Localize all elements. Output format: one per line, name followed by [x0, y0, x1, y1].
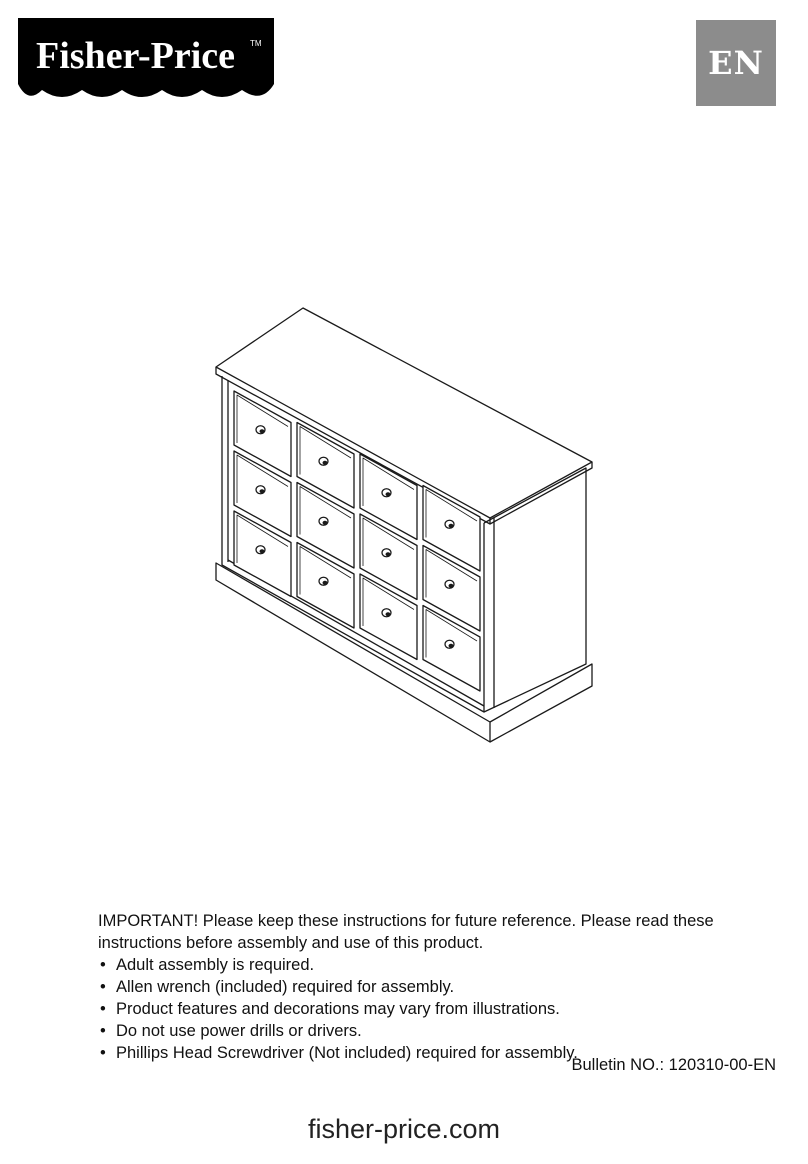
svg-text:Fisher-Price: Fisher-Price: [36, 35, 236, 77]
notice-bullet: • Product features and decorations may vary from illustrations.: [98, 998, 738, 1020]
drawer-knob-shade: [323, 461, 328, 465]
notice-bullet: • Allen wrench (included) required for assembly.: [98, 976, 738, 998]
notice-bullet: • Phillips Head Screwdriver (Not included) required for assembly.: [98, 1042, 738, 1064]
drawer-knob-shade: [449, 644, 454, 648]
drawer-knob-shade: [260, 429, 265, 433]
drawer-knob-shade: [260, 489, 265, 493]
language-badge: EN: [696, 20, 776, 106]
drawer-knob-shade: [449, 584, 454, 588]
notice-bullet: • Adult assembly is required.: [98, 954, 738, 976]
dresser-illustration: [200, 300, 610, 750]
drawer-knob-shade: [449, 524, 454, 528]
drawer-knob-shade: [323, 521, 328, 525]
notice-bullet: • Do not use power drills or drivers.: [98, 1020, 738, 1042]
fisher-price-logo: [18, 18, 274, 104]
bulletin-number: Bulletin NO.: 120310-00-EN: [571, 1056, 776, 1074]
svg-text:TM: TM: [250, 39, 262, 48]
drawer-knob-shade: [386, 492, 391, 496]
drawer-knob-shade: [323, 581, 328, 585]
drawer-knob-shade: [386, 612, 391, 616]
drawer-knob-shade: [260, 549, 265, 553]
website-link: fisher-price.com: [307, 1114, 501, 1144]
notice-bullet-list: [98, 954, 738, 1064]
drawer-knob-shade: [386, 552, 391, 556]
notice-intro: IMPORTANT! Please keep these instructions for future reference. Please read these instructions before assembly and use of this product.: [98, 912, 714, 952]
important-notice: [98, 910, 738, 1064]
